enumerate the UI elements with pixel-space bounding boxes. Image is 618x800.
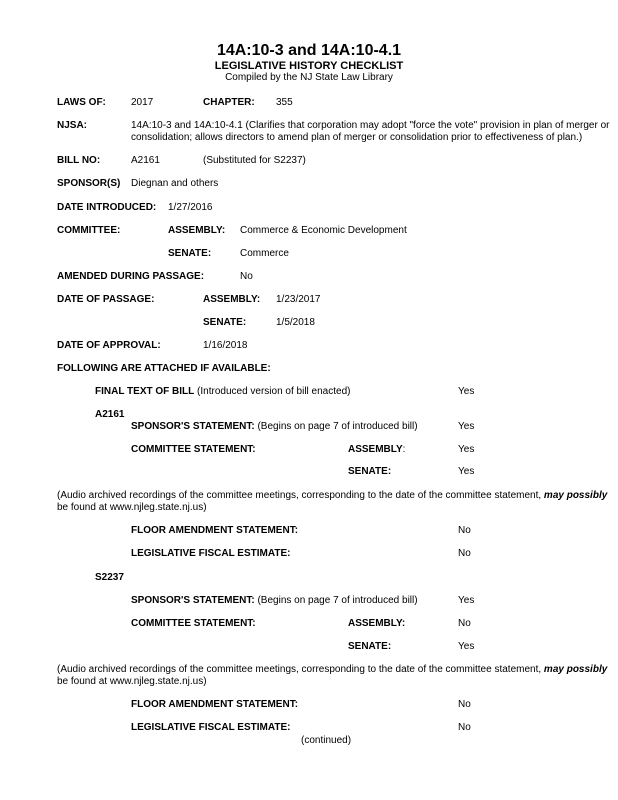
a2161-fiscal-estimate-value: No xyxy=(458,548,471,559)
date-of-approval-value: 1/16/2018 xyxy=(203,340,248,351)
sponsors-value: Diegnan and others xyxy=(131,178,219,189)
audio-note-line1 xyxy=(57,490,607,502)
njsa-description-line1: 14A:10-3 and 14A:10-4.1 (Clarifies that corporation may adopt "force the vote" provision in plan of merger or xyxy=(131,120,610,131)
a2161-label: A2161 xyxy=(95,409,125,420)
continued-note: (continued) xyxy=(301,735,352,746)
final-text-label: FINAL TEXT OF BILL xyxy=(95,386,195,397)
date-of-passage-label: DATE OF PASSAGE: xyxy=(57,294,155,305)
a2161-sponsor-statement-value: Yes xyxy=(458,421,475,432)
amended-value: No xyxy=(240,271,253,282)
s2237-senate-label: SENATE: xyxy=(348,641,392,652)
bill-no-label: BILL NO: xyxy=(57,155,101,166)
final-text-note: (Introduced version of bill enacted) xyxy=(197,386,351,397)
s2237-sponsor-statement-label: SPONSOR'S STATEMENT: xyxy=(131,595,255,606)
attached-heading: FOLLOWING ARE ATTACHED IF AVAILABLE: xyxy=(57,363,271,374)
laws-of-label: LAWS OF: xyxy=(57,97,106,108)
date-of-approval-label: DATE OF APPROVAL: xyxy=(57,340,161,351)
audio-note-text-second: (Audio archived recordings of the committee meetings, corresponding to the date of the committee statement, xyxy=(57,664,542,675)
committee-assembly-value: Commerce & Economic Development xyxy=(240,225,407,236)
bill-substitution-note: (Substituted for S2237) xyxy=(203,155,306,166)
a2161-senate-label: SENATE: xyxy=(348,466,392,477)
final-text-value: Yes xyxy=(458,386,475,397)
chapter-label: CHAPTER: xyxy=(203,97,255,108)
s2237-fiscal-estimate-value: No xyxy=(458,722,471,733)
page-title: 14A:10-3 and 14A:10-4.1 xyxy=(216,42,402,59)
date-introduced-label: DATE INTRODUCED: xyxy=(57,202,157,213)
s2237-sponsor-statement-row xyxy=(131,595,418,607)
s2237-label: S2237 xyxy=(95,572,124,583)
a2161-assembly-label: ASSEMBLY xyxy=(348,444,403,455)
njsa-description-line2: consolidation; allows directors to amend plan of merger or consolidation prior to effectiveness of plan.) xyxy=(131,132,583,143)
a2161-assembly-colon: : xyxy=(402,444,406,455)
committee-assembly-label: ASSEMBLY: xyxy=(168,225,226,236)
final-text-row xyxy=(95,386,350,398)
s2237-floor-amendment-label: FLOOR AMENDMENT STATEMENT: xyxy=(131,699,299,710)
audio-note-line2: be found at www.njleg.state.nj.us) xyxy=(57,502,207,513)
a2161-committee-statement-label: COMMITTEE STATEMENT: xyxy=(131,444,256,455)
s2237-floor-amendment-value: No xyxy=(458,699,471,710)
a2161-floor-amendment-value: No xyxy=(458,525,471,536)
laws-of-year: 2017 xyxy=(131,97,154,108)
audio-note-line1-second xyxy=(57,664,607,676)
audio-note-emphasis: may possibly xyxy=(543,490,608,501)
page-subtitle: LEGISLATIVE HISTORY CHECKLIST xyxy=(214,60,404,72)
committee-senate-label: SENATE: xyxy=(168,248,212,259)
s2237-sponsor-statement-note: (Begins on page 7 of introduced bill) xyxy=(257,595,418,606)
a2161-assembly-label-row xyxy=(348,444,405,456)
s2237-assembly-label: ASSEMBLY: xyxy=(348,618,406,629)
compiled-by: Compiled by the NJ State Law Library xyxy=(225,72,393,83)
chapter-value: 355 xyxy=(276,97,293,108)
s2237-committee-statement-label: COMMITTEE STATEMENT: xyxy=(131,618,256,629)
bill-no-value: A2161 xyxy=(131,155,160,166)
s2237-assembly-value: No xyxy=(458,618,471,629)
sponsors-label: SPONSOR(S) xyxy=(57,178,121,189)
audio-note-line2-second: be found at www.njleg.state.nj.us) xyxy=(57,676,207,687)
njsa-label: NJSA: xyxy=(57,120,88,131)
committee-label: COMMITTEE: xyxy=(57,225,121,236)
date-introduced-value: 1/27/2016 xyxy=(168,202,213,213)
a2161-sponsor-statement-row xyxy=(131,421,418,433)
passage-senate-label: SENATE: xyxy=(203,317,247,328)
s2237-sponsor-statement-value: Yes xyxy=(458,595,475,606)
amended-label: AMENDED DURING PASSAGE: xyxy=(57,271,205,282)
audio-note-emphasis-second: may possibly xyxy=(543,664,608,675)
audio-note-text: (Audio archived recordings of the committee meetings, corresponding to the date of the committee statement, xyxy=(57,490,542,501)
s2237-fiscal-estimate-label: LEGISLATIVE FISCAL ESTIMATE: xyxy=(131,722,291,733)
a2161-senate-value: Yes xyxy=(458,466,475,477)
a2161-sponsor-statement-label: SPONSOR'S STATEMENT: xyxy=(131,421,255,432)
a2161-fiscal-estimate-label: LEGISLATIVE FISCAL ESTIMATE: xyxy=(131,548,291,559)
s2237-senate-value: Yes xyxy=(458,641,475,652)
a2161-floor-amendment-label: FLOOR AMENDMENT STATEMENT: xyxy=(131,525,299,536)
a2161-sponsor-statement-note: (Begins on page 7 of introduced bill) xyxy=(257,421,418,432)
passage-assembly-label: ASSEMBLY: xyxy=(203,294,261,305)
passage-senate-value: 1/5/2018 xyxy=(276,317,315,328)
committee-senate-value: Commerce xyxy=(240,248,289,259)
a2161-assembly-value: Yes xyxy=(458,444,475,455)
passage-assembly-value: 1/23/2017 xyxy=(276,294,321,305)
